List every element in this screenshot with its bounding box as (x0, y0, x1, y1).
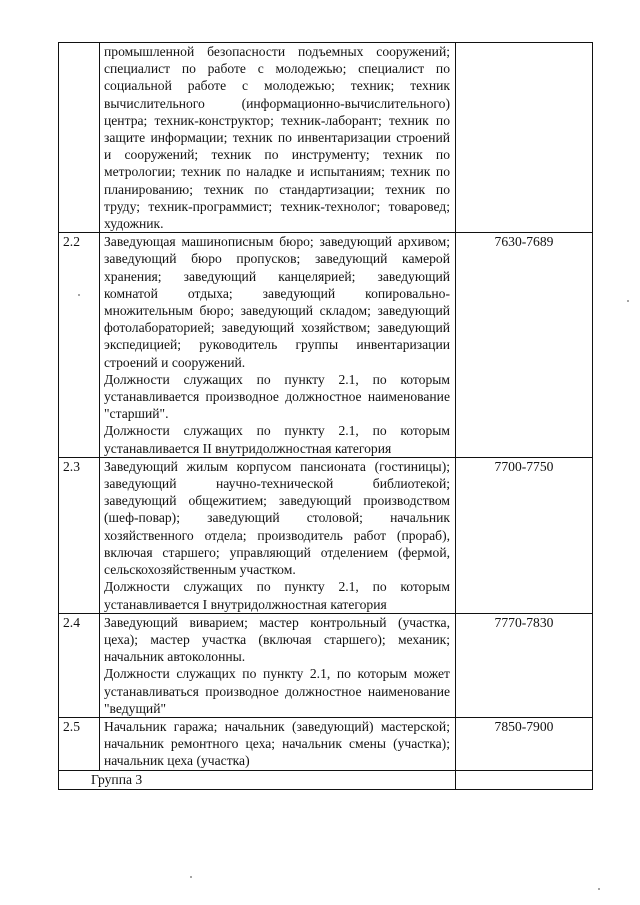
description-paragraph: Заведующая машинописным бюро; заведующий архивом; заведующий бюро пропусков; заведующий камерой хранения; заведующий канцелярией; заведующий комнатой отдыха; заведующий копировально-множительным бюро; заведующий складом; заведующий фотолабораторией; заведующий хозяйством; заведующий экспедицией; руководитель группы инвентаризации строений и сооружений. (104, 234, 450, 370)
positions-table (58, 42, 593, 790)
table-row (59, 457, 593, 613)
row-number: 2.2 (59, 233, 100, 458)
row-description (100, 613, 456, 717)
row-description (100, 43, 456, 233)
table-row (59, 43, 593, 233)
description-paragraph: промышленной безопасности подъемных сооружений; специалист по работе с молодежью; специалист по социальной работе с молодежью; техник; техник вычислительного (информационно-вычислительного) центра; техник-конструктор; техник-лаборант; техник по защите информации; техник по инвентаризации строений и сооружений; техник по инструменту; техник по метрологии; техник по наладке и испытаниям; техник по планированию; техник по стандартизации; техник по труду; техник-программист; техник-технолог; товаровед; художник. (104, 44, 450, 232)
row-number: 2.3 (59, 457, 100, 613)
row-description (100, 233, 456, 458)
group-row (59, 770, 593, 789)
row-description (100, 457, 456, 613)
description-paragraph: Должности служащих по пункту 2.1, по которым устанавливается II внутридолжностная категория (104, 423, 450, 456)
row-number (59, 43, 100, 233)
row-code: 7630-7689 (456, 233, 593, 458)
description-paragraph: Начальник гаража; начальник (заведующий) мастерской; начальник ремонтного цеха; начальник смены (участка); начальник цеха (участка) (104, 718, 450, 769)
table-row (59, 613, 593, 717)
row-code (456, 43, 593, 233)
row-code: 7700-7750 (456, 457, 593, 613)
row-number: 2.4 (59, 613, 100, 717)
row-description (100, 717, 456, 770)
scan-speck (190, 876, 192, 878)
row-number: 2.5 (59, 717, 100, 770)
scan-speck (78, 294, 80, 296)
scan-speck (598, 888, 600, 890)
group-label: Группа 3 (59, 770, 456, 789)
row-code: 7850-7900 (456, 717, 593, 770)
description-paragraph: Заведующий жилым корпусом пансионата (гостиницы); заведующий научно-технической библиотекой; заведующий общежитием; заведующий производством (шеф-повар); заведующий столовой; начальник хозяйственного отдела; производитель работ (прораб), включая старшего; управляющий отделением (фермой, сельскохозяйственным участком. (104, 458, 450, 578)
description-paragraph: Должности служащих по пункту 2.1, по которым устанавливается производное должностное наименование "старший". (104, 371, 450, 422)
table-row (59, 717, 593, 770)
row-code: 7770-7830 (456, 613, 593, 717)
scan-speck (627, 300, 629, 302)
group-code-cell (456, 770, 593, 789)
description-paragraph: Заведующий виварием; мастер контрольный (участка, цеха); мастер участка (включая старшего); механик; начальник автоколонны. (104, 614, 450, 665)
table-row (59, 233, 593, 458)
description-paragraph: Должности служащих по пункту 2.1, по которым устанавливается I внутридолжностная категория (104, 579, 450, 612)
description-paragraph: Должности служащих по пункту 2.1, по которым может устанавливаться производное должностное наименование "ведущий" (104, 666, 450, 716)
